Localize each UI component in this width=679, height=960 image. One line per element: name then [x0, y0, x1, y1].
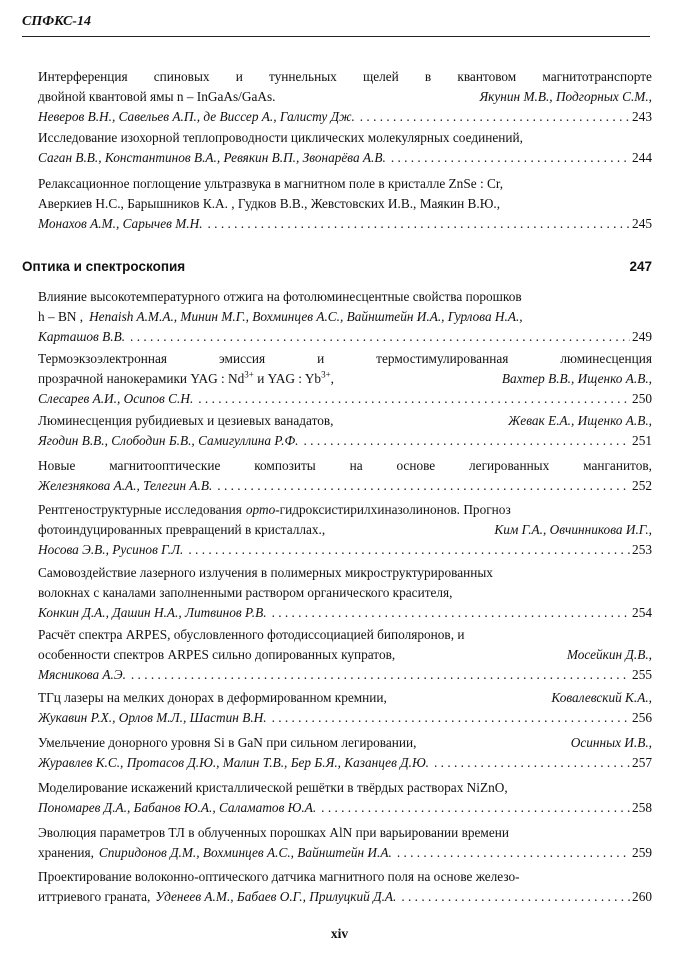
entry-line: [38, 688, 652, 708]
entry-authors: Уденеев А.М., Бабаев О.Г., Прилуцкий Д.А.: [155, 889, 397, 904]
word: на: [349, 458, 363, 473]
toc-entry[interactable]: [38, 287, 652, 347]
toc-entry[interactable]: [38, 128, 652, 168]
leader-dots: [131, 665, 630, 685]
entry-authors: Henaish A.M.A., Минин М.Г., Вохминцев А.С., Вайнштейн И.А., Гурлова Н.А.,: [89, 309, 523, 324]
entry-line: [38, 349, 652, 369]
entry-line: Релаксационное поглощение ультразвука в магнитном поле в кристалле ZnSe : Cr,: [38, 176, 504, 191]
entry-title: ТГц лазеры на мелких донорах в деформированном кремнии,: [38, 690, 387, 705]
entry-title: двойной квантовой ямы n – InGaAs/GaAs.: [38, 89, 276, 104]
entry-title: Рентгеноструктурные исследования: [38, 502, 242, 517]
word: спиновых: [153, 69, 210, 84]
entry-line: [38, 327, 652, 347]
entry-line: Самовоздействие лазерного излучения в полимерных микроструктурированных: [38, 565, 493, 580]
entry-page: 244: [632, 150, 652, 165]
entry-page: 252: [632, 478, 652, 493]
entry-title: -гидроксистирилхиназолинонов. Прогноз: [275, 502, 511, 517]
formula-part: ,: [330, 371, 334, 386]
entry-title: особенности спектров ARPES сильно допированных купратов,: [38, 647, 396, 662]
entry-line: Аверкиев Н.С., Барышников К.А. , Гудков В.В., Жевстовских И.В., Маякин В.Ю.,: [38, 196, 501, 211]
word: легированных: [469, 458, 550, 473]
leader-dots: [434, 753, 630, 773]
entry-authors: Якунин М.В., Подгорных С.М.,: [479, 89, 652, 104]
entry-authors: Неверов В.Н., Савельев А.П., де Виссер А., Галисту Дж.: [38, 109, 355, 124]
entry-line: [38, 708, 652, 728]
entry-line: [38, 500, 652, 520]
entry-authors: Ягодин В.В., Слободин Б.В., Самигуллина Р.Ф.: [38, 433, 299, 448]
entry-authors: Монахов А.М., Сарычев М.Н.: [38, 216, 203, 231]
entry-line: [38, 843, 652, 863]
entry-line: [38, 456, 652, 476]
entry-title-italic: орто: [245, 502, 276, 517]
toc-entry[interactable]: [38, 456, 652, 496]
entry-title: [38, 369, 334, 389]
leader-dots: [188, 540, 630, 560]
toc-entry[interactable]: [38, 733, 652, 773]
entry-page: 253: [632, 542, 652, 557]
entry-page: 249: [632, 329, 652, 344]
word: магнитотранспорте: [542, 69, 652, 84]
entry-line: [38, 603, 652, 623]
section-page: 247: [629, 259, 652, 274]
toc-entry[interactable]: [38, 867, 652, 907]
word: в: [424, 69, 432, 84]
entry-page: 251: [632, 433, 652, 448]
entry-page: 258: [632, 800, 652, 815]
word: люминесценция: [560, 351, 652, 366]
entry-line: Проектирование волоконно-оптического датчика магнитного поля на основе железо-: [38, 869, 520, 884]
entry-line: [38, 214, 652, 234]
entry-title: хранения,: [38, 845, 94, 860]
entry-authors: Жукавин Р.Х., Орлов М.Л., Шастин В.Н.: [38, 710, 267, 725]
entry-line: Моделирование искажений кристаллической решётки в твёрдых растворах NiZnO,: [38, 780, 508, 795]
leader-dots: [208, 214, 631, 234]
entry-authors: Спиридонов Д.М., Вохминцев А.С., Вайнштейн И.А.: [98, 845, 392, 860]
entry-page: 245: [632, 216, 652, 231]
entry-authors: Журавлев К.С., Протасов Д.Ю., Малин Т.В., Бер Б.Я., Казанцев Д.Ю.: [38, 755, 430, 770]
word: туннельных: [268, 69, 337, 84]
entry-line: [38, 389, 652, 409]
leader-dots: [272, 708, 630, 728]
entry-title: фотоиндуцированных превращений в кристаллах.,: [38, 522, 326, 537]
word: щелей: [362, 69, 399, 84]
toc-entry[interactable]: [38, 625, 652, 685]
leader-dots: [217, 476, 630, 496]
entry-authors: Мясникова А.Э.: [38, 667, 126, 682]
entry-page: 255: [632, 667, 652, 682]
entry-line: [38, 476, 652, 496]
leader-dots: [272, 603, 630, 623]
entry-line: [38, 107, 652, 127]
entry-authors: Карташов В.В.: [38, 329, 126, 344]
leader-dots: [397, 843, 630, 863]
entry-line: Эволюция параметров ТЛ в облученных порошках AlN при варьировании времени: [38, 825, 509, 840]
entry-line: [38, 431, 652, 451]
entry-title: иттриевого граната,: [38, 889, 151, 904]
toc-entry[interactable]: [38, 411, 652, 451]
running-header: СПФКС-14: [22, 14, 91, 29]
entry-authors: Ким Г.А., Овчинникова И.Г.,: [494, 522, 652, 537]
superscript: 3+: [321, 369, 331, 380]
entry-authors: Слесарев А.И., Осипов С.Н.: [38, 391, 194, 406]
entry-line: [38, 520, 652, 540]
leader-dots: [304, 431, 631, 451]
entry-line: [38, 67, 652, 87]
entry-page: 254: [632, 605, 652, 620]
page-number: xiv: [330, 926, 349, 941]
leader-dots: [401, 887, 630, 907]
entry-authors: Ковалевский К.А.,: [551, 690, 652, 705]
word: квантовом: [457, 69, 517, 84]
toc-entry[interactable]: [38, 349, 652, 409]
word: основе: [396, 458, 436, 473]
toc-entry[interactable]: [38, 563, 652, 623]
superscript: 3+: [244, 369, 254, 380]
entry-page: 260: [632, 889, 652, 904]
entry-authors: Вахтер В.В., Ищенко А.В.,: [501, 371, 652, 386]
section-heading[interactable]: [22, 259, 652, 274]
header-divider: [22, 36, 650, 37]
toc-entry[interactable]: [38, 823, 652, 863]
entry-line: [38, 798, 652, 818]
toc-entry[interactable]: [38, 500, 652, 560]
word: композиты: [254, 458, 316, 473]
word: и: [235, 69, 243, 84]
entry-line: [38, 733, 652, 753]
entry-authors: Саган В.В., Константинов В.А., Ревякин В.П., Звонарёва А.В.: [38, 150, 386, 165]
entry-line: [38, 540, 652, 560]
entry-line: [38, 148, 652, 168]
toc-entry[interactable]: [38, 174, 652, 234]
leader-dots: [321, 798, 630, 818]
entry-formula: h – BN ,: [38, 309, 84, 324]
entry-authors: Жевак Е.А., Ищенко А.В.,: [508, 413, 652, 428]
entry-authors: Конкин Д.А., Дашин Н.А., Литвинов Р.В.: [38, 605, 267, 620]
entry-line: [38, 87, 652, 107]
leader-dots: [130, 327, 630, 347]
word: Термоэкзоэлектронная: [38, 351, 167, 366]
entry-authors: Носова Э.В., Русинов Г.Л.: [38, 542, 184, 557]
entry-title: Люминесценция рубидиевых и цезиевых ванадатов,: [38, 413, 334, 428]
leader-dots: [198, 389, 630, 409]
word: Новые: [38, 458, 76, 473]
word: и: [317, 351, 325, 366]
word: магнитооптические: [109, 458, 221, 473]
word: термостимулированная: [376, 351, 509, 366]
entry-line: [38, 753, 652, 773]
toc-entry[interactable]: [38, 778, 652, 818]
toc-entry[interactable]: [38, 67, 652, 127]
entry-page: 250: [632, 391, 652, 406]
entry-line: [38, 665, 652, 685]
section-title: Оптика и спектроскопия: [22, 259, 186, 274]
entry-line: [38, 645, 652, 665]
entry-page: 259: [632, 845, 652, 860]
toc-entry[interactable]: [38, 688, 652, 728]
entry-line: Влияние высокотемпературного отжига на фотолюминесцентные свойства порошков: [38, 289, 522, 304]
entry-authors: Осинных И.В.,: [570, 735, 652, 750]
entry-line: [38, 369, 652, 389]
entry-line: волокнах с каналами заполненными раствором органического красителя,: [38, 585, 453, 600]
word: Интерференция: [38, 69, 128, 84]
entry-title: Умельчение донорного уровня Si в GaN при сильном легировании,: [38, 735, 417, 750]
entry-line: [38, 411, 652, 431]
entry-authors: Мосейкин Д.В.,: [566, 647, 652, 662]
entry-line: [38, 887, 652, 907]
formula-part: прозрачной нанокерамики YAG : Nd: [38, 371, 245, 386]
entry-authors: Пономарев Д.А., Бабанов Ю.А., Саламатов Ю.А.: [38, 800, 317, 815]
leader-dots: [391, 148, 630, 168]
word: манганитов,: [583, 458, 652, 473]
formula-part: и YAG : Yb: [253, 371, 322, 386]
entry-line: Расчёт спектра ARPES, обусловленного фотодиссоциацией биполяронов, и: [38, 627, 465, 642]
entry-page: 243: [632, 109, 652, 124]
entry-page: 257: [632, 755, 652, 770]
word: эмиссия: [218, 351, 266, 366]
entry-line: [38, 307, 652, 327]
entry-authors: Железнякова А.А., Телегин А.В.: [38, 478, 213, 493]
entry-line: Исследование изохорной теплопроводности циклических молекулярных соединений,: [38, 130, 523, 145]
entry-page: 256: [632, 710, 652, 725]
leader-dots: [360, 107, 630, 127]
